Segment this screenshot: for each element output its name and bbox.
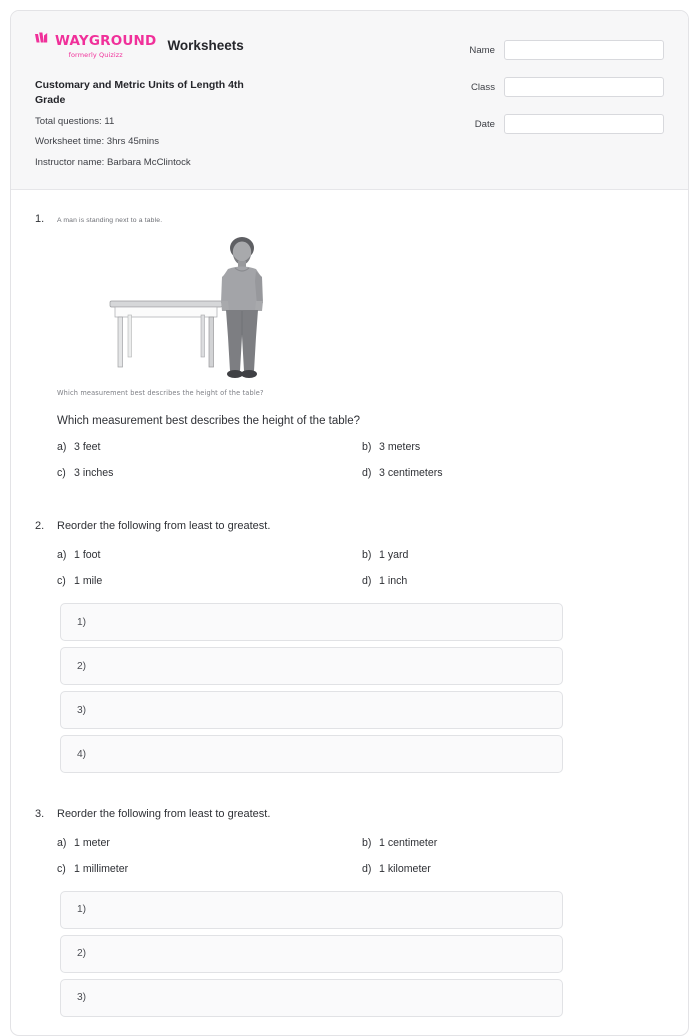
question-3-option-row-2 — [57, 863, 664, 875]
option-text: 1 kilometer — [379, 862, 431, 875]
question-2-option-d[interactable] — [362, 575, 407, 587]
question-2-option-a[interactable] — [57, 549, 362, 561]
option-text: 1 foot — [74, 549, 101, 561]
wayground-logo — [35, 32, 156, 59]
question-1 — [35, 212, 664, 479]
header-left-column — [35, 30, 335, 169]
option-letter: c) — [57, 862, 66, 875]
worksheet-header — [11, 11, 688, 190]
question-2-option-row-2 — [57, 575, 664, 587]
date-field-row — [459, 114, 664, 134]
option-text: 3 feet — [74, 441, 101, 454]
question-3-option-d[interactable] — [362, 863, 431, 875]
question-2-answer-boxes — [60, 603, 664, 773]
question-1-figure — [57, 231, 664, 397]
question-2-option-b[interactable] — [362, 549, 408, 561]
answer-box[interactable]: 3) — [60, 691, 563, 729]
option-letter: c) — [57, 575, 66, 587]
option-letter: d) — [362, 575, 372, 587]
option-letter: b) — [362, 441, 372, 454]
question-3-number: 3. — [35, 808, 45, 820]
answer-box[interactable]: 1) — [60, 603, 563, 641]
question-3-options — [57, 837, 664, 875]
worksheet-page — [10, 10, 689, 1036]
question-1-option-d[interactable] — [362, 467, 443, 479]
question-1-figure-subcaption: Which measurement best describes the height of the table? — [57, 389, 264, 398]
header-fields — [459, 30, 664, 151]
question-1-option-row-1 — [57, 441, 664, 453]
spacer — [35, 781, 664, 807]
date-field-label: Date — [474, 118, 495, 130]
class-input[interactable] — [504, 77, 664, 97]
question-2 — [35, 519, 664, 773]
option-letter: b) — [362, 549, 372, 561]
question-3-answer-boxes — [60, 891, 664, 1017]
question-1-header — [35, 212, 664, 226]
option-letter: c) — [57, 467, 66, 480]
brand-row — [35, 32, 335, 59]
question-3-header — [35, 807, 664, 823]
worksheet-time-label: Worksheet time: 3hrs 45mins — [35, 136, 160, 148]
question-1-options — [57, 441, 664, 479]
question-1-option-b[interactable] — [362, 441, 420, 453]
answer-box[interactable]: 2) — [60, 935, 563, 973]
class-field-row — [459, 77, 664, 97]
question-1-prompt: Which measurement best describes the height of the table? — [57, 415, 361, 428]
option-letter: d) — [362, 862, 372, 875]
logo-wordmark: WAYGROUND — [55, 33, 157, 49]
option-text: 1 millimeter — [74, 862, 129, 875]
question-3 — [35, 807, 664, 1017]
spacer — [35, 493, 664, 519]
question-2-options — [57, 549, 664, 587]
name-input[interactable] — [504, 40, 664, 60]
option-text: 1 yard — [379, 549, 409, 561]
question-1-option-a[interactable] — [57, 441, 362, 453]
answer-box[interactable]: 1) — [60, 891, 563, 929]
name-field-label: Name — [469, 44, 495, 56]
name-field-row — [459, 40, 664, 60]
question-2-option-c[interactable] — [57, 575, 362, 587]
option-text: 1 inch — [379, 575, 408, 587]
logo-subtext: formerly Quizizz — [68, 51, 123, 59]
question-2-option-row-1 — [57, 549, 664, 561]
class-field-label: Class — [471, 81, 495, 93]
answer-box[interactable]: 2) — [60, 647, 563, 685]
total-questions-label: Total questions: 11 — [35, 115, 115, 127]
option-text: 3 centimeters — [379, 467, 443, 480]
instructor-name-label: Instructor name: Barbara McClintock — [35, 156, 191, 168]
question-3-prompt: Reorder the following from least to greatest. — [57, 808, 271, 820]
question-1-option-c[interactable] — [57, 467, 362, 479]
answer-box[interactable]: 4) — [60, 735, 563, 773]
option-text: 3 meters — [379, 441, 421, 454]
question-3-option-b[interactable] — [362, 837, 437, 849]
question-3-option-c[interactable] — [57, 863, 362, 875]
man-standing-next-to-table-illustration — [57, 231, 347, 386]
question-2-header — [35, 519, 664, 535]
option-letter: a) — [57, 441, 67, 454]
worksheet-body — [11, 190, 688, 1035]
option-text: 1 mile — [74, 575, 103, 587]
answer-box[interactable]: 3) — [60, 979, 563, 1017]
option-text: 3 inches — [74, 467, 114, 480]
question-1-number: 1. — [35, 213, 45, 226]
date-input[interactable] — [504, 114, 664, 134]
question-3-option-a[interactable] — [57, 837, 362, 849]
option-letter: a) — [57, 836, 67, 849]
question-1-figure-caption: A man is standing next to a table. — [57, 217, 163, 225]
option-letter: b) — [362, 836, 372, 849]
option-letter: d) — [362, 467, 372, 480]
question-2-number: 2. — [35, 520, 45, 533]
option-text: 1 centimeter — [379, 836, 438, 849]
product-name: Worksheets — [167, 38, 244, 53]
question-2-prompt: Reorder the following from least to greatest. — [57, 520, 271, 533]
question-1-option-row-2 — [57, 467, 664, 479]
worksheet-title: Customary and Metric Units of Length 4th Grade — [35, 79, 244, 106]
option-letter: a) — [57, 549, 67, 561]
wayground-bars-logo-icon — [35, 32, 52, 50]
option-text: 1 meter — [74, 836, 110, 849]
question-3-option-row-1 — [57, 837, 664, 849]
